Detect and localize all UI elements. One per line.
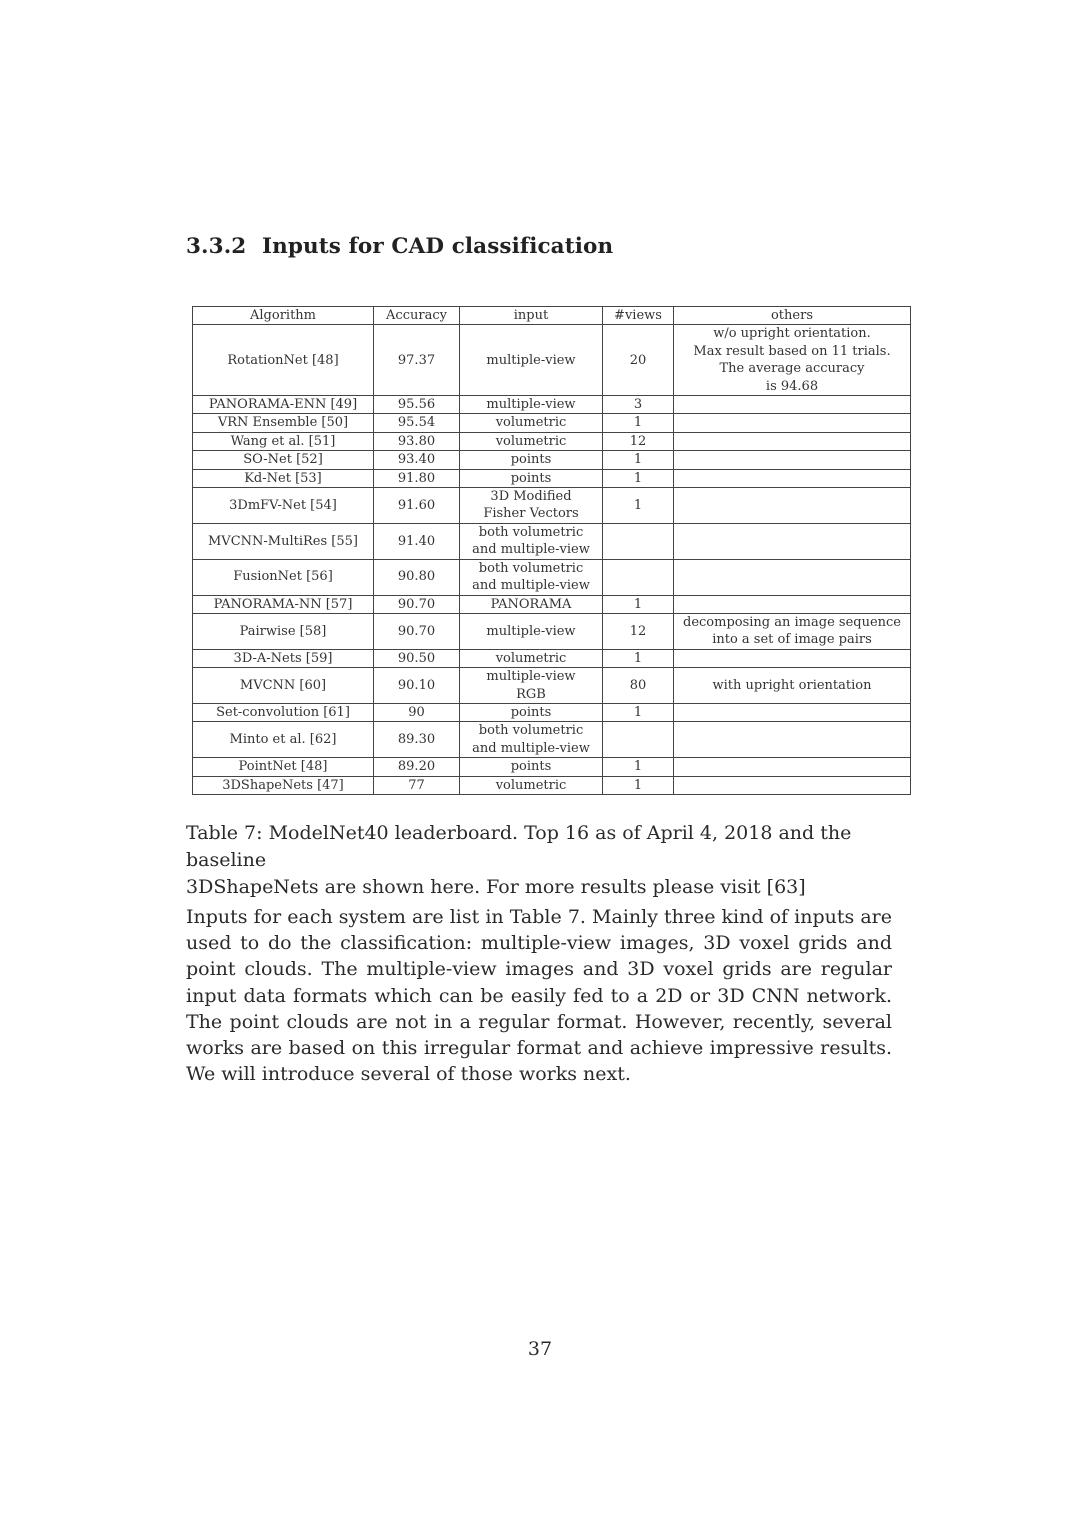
cell-input — [460, 668, 603, 704]
cell-accuracy: 90 — [374, 703, 460, 721]
cell-input-line: volumetric — [495, 433, 567, 449]
caption-line: Table 7: ModelNet40 leaderboard. Top 16 as of April 4, 2018 and the baseline — [186, 822, 852, 871]
header-others: others — [674, 307, 911, 325]
cell-input — [460, 469, 603, 487]
cell-algorithm: Kd-Net [53] — [193, 469, 374, 487]
cell-views: 1 — [603, 414, 674, 432]
cell-views: 1 — [603, 595, 674, 613]
table-row — [193, 668, 911, 704]
cell-input-line: PANORAMA — [490, 596, 572, 612]
cell-accuracy: 90.50 — [374, 649, 460, 667]
cell-views: 1 — [603, 703, 674, 721]
cell-accuracy: 91.40 — [374, 523, 460, 559]
cell-others — [674, 488, 911, 524]
cell-others — [674, 451, 911, 469]
cell-others — [674, 703, 911, 721]
cell-others-line: is 94.68 — [765, 378, 819, 394]
cell-others — [674, 722, 911, 758]
section-title: Inputs for CAD classification — [262, 234, 614, 259]
table-row — [193, 595, 911, 613]
table-row — [193, 451, 911, 469]
cell-views — [603, 559, 674, 595]
table-row — [193, 523, 911, 559]
cell-algorithm: Wang et al. [51] — [193, 432, 374, 450]
cell-algorithm: RotationNet [48] — [193, 325, 374, 396]
cell-others — [674, 559, 911, 595]
caption-line: 3DShapeNets are shown here. For more results please visit [63] — [186, 876, 806, 898]
cell-input — [460, 722, 603, 758]
table-header-row — [193, 307, 911, 325]
cell-others-line: decomposing an image sequence — [683, 614, 901, 630]
cell-input-line: points — [510, 704, 552, 720]
cell-accuracy: 97.37 — [374, 325, 460, 396]
cell-others — [674, 595, 911, 613]
table-row — [193, 613, 911, 649]
cell-views — [603, 523, 674, 559]
cell-algorithm: Minto et al. [62] — [193, 722, 374, 758]
cell-accuracy: 90.70 — [374, 613, 460, 649]
cell-others-line: Max result based on 11 trials. — [693, 343, 891, 359]
cell-input — [460, 703, 603, 721]
cell-others — [674, 325, 911, 396]
cell-input-line: RGB — [516, 686, 546, 702]
cell-accuracy: 89.20 — [374, 758, 460, 776]
cell-algorithm: PANORAMA-NN [57] — [193, 595, 374, 613]
cell-input — [460, 488, 603, 524]
cell-others-line: w/o upright orientation. — [713, 326, 871, 342]
cell-input-line: both volumetric — [478, 560, 584, 576]
cell-accuracy: 77 — [374, 776, 460, 794]
body-paragraph: Inputs for each system are list in Table 7. Mainly three kind of inputs are used to do the classification: multiple-view images, 3D voxel grids and point clouds. The multiple-view images and 3D voxel grids are regular input data formats which can be easily fed to a 2D or 3D CNN network. The point clouds are not in a regular format. However, recently, several works are based on this irregular format and achieve impressive results. We will introduce several of those works next. — [186, 906, 892, 1086]
cell-algorithm: MVCNN [60] — [193, 668, 374, 704]
cell-input-line: points — [510, 470, 552, 486]
cell-input — [460, 776, 603, 794]
cell-algorithm: Pairwise [58] — [193, 613, 374, 649]
cell-views: 1 — [603, 649, 674, 667]
cell-others — [674, 649, 911, 667]
cell-others — [674, 396, 911, 414]
cell-input — [460, 414, 603, 432]
cell-views: 1 — [603, 758, 674, 776]
cell-algorithm: 3DShapeNets [47] — [193, 776, 374, 794]
cell-others-line: The average accuracy — [719, 361, 865, 377]
cell-input — [460, 649, 603, 667]
cell-input — [460, 613, 603, 649]
header-accuracy: Accuracy — [374, 307, 460, 325]
cell-input-line: points — [510, 452, 552, 468]
section-number: 3.3.2 — [186, 234, 247, 259]
cell-others — [674, 432, 911, 450]
cell-input-line: 3D Modified — [490, 489, 572, 505]
table-row — [193, 776, 911, 794]
cell-input — [460, 432, 603, 450]
table-row — [193, 325, 911, 396]
cell-accuracy: 95.56 — [374, 396, 460, 414]
cell-input-line: and multiple-view — [472, 740, 590, 756]
cell-views: 12 — [603, 613, 674, 649]
cell-accuracy: 89.30 — [374, 722, 460, 758]
cell-accuracy: 95.54 — [374, 414, 460, 432]
header-input: input — [460, 307, 603, 325]
cell-algorithm: 3D-A-Nets [59] — [193, 649, 374, 667]
table-row — [193, 722, 911, 758]
cell-others — [674, 613, 911, 649]
cell-input-line: multiple-view — [486, 352, 576, 368]
table-body — [193, 325, 911, 795]
header-algorithm: Algorithm — [193, 307, 374, 325]
cell-input — [460, 595, 603, 613]
cell-accuracy: 93.40 — [374, 451, 460, 469]
cell-algorithm: 3DmFV-Net [54] — [193, 488, 374, 524]
cell-input — [460, 758, 603, 776]
cell-input-line: both volumetric — [478, 524, 584, 540]
cell-accuracy: 90.10 — [374, 668, 460, 704]
cell-views: 80 — [603, 668, 674, 704]
cell-others-line: into a set of image pairs — [712, 632, 872, 648]
cell-algorithm: SO-Net [52] — [193, 451, 374, 469]
cell-input-line: volumetric — [495, 777, 567, 793]
cell-input-line: multiple-view — [486, 623, 576, 639]
cell-input-line: points — [510, 759, 552, 775]
cell-input-line: volumetric — [495, 415, 567, 431]
cell-others — [674, 668, 911, 704]
table-row — [193, 432, 911, 450]
cell-input — [460, 451, 603, 469]
table-caption — [186, 820, 896, 901]
cell-input-line: multiple-view — [486, 669, 576, 685]
cell-input-line: multiple-view — [486, 397, 576, 413]
cell-accuracy: 90.80 — [374, 559, 460, 595]
cell-algorithm: PANORAMA-ENN [49] — [193, 396, 374, 414]
cell-accuracy: 91.80 — [374, 469, 460, 487]
leaderboard-table-container — [192, 306, 911, 795]
cell-others — [674, 414, 911, 432]
cell-accuracy: 91.60 — [374, 488, 460, 524]
cell-input-line: Fisher Vectors — [483, 506, 579, 522]
cell-views: 1 — [603, 451, 674, 469]
table-row — [193, 703, 911, 721]
cell-views — [603, 722, 674, 758]
cell-views: 1 — [603, 488, 674, 524]
cell-others — [674, 776, 911, 794]
table-row — [193, 758, 911, 776]
cell-algorithm: VRN Ensemble [50] — [193, 414, 374, 432]
cell-algorithm: FusionNet [56] — [193, 559, 374, 595]
cell-input — [460, 523, 603, 559]
cell-input-line: both volumetric — [478, 723, 584, 739]
cell-views: 1 — [603, 469, 674, 487]
table-row — [193, 488, 911, 524]
cell-algorithm: MVCNN-MultiRes [55] — [193, 523, 374, 559]
cell-input — [460, 396, 603, 414]
page-number: 37 — [527, 1338, 553, 1360]
cell-views: 20 — [603, 325, 674, 396]
cell-views: 12 — [603, 432, 674, 450]
cell-algorithm: Set-convolution [61] — [193, 703, 374, 721]
cell-input-line: and multiple-view — [472, 578, 590, 594]
leaderboard-table — [192, 306, 911, 795]
cell-accuracy: 90.70 — [374, 595, 460, 613]
table-row — [193, 469, 911, 487]
cell-accuracy: 93.80 — [374, 432, 460, 450]
table-row — [193, 396, 911, 414]
table-row — [193, 559, 911, 595]
cell-input-line: and multiple-view — [472, 542, 590, 558]
header-views: #views — [603, 307, 674, 325]
cell-views: 3 — [603, 396, 674, 414]
table-row — [193, 414, 911, 432]
table-row — [193, 649, 911, 667]
cell-others — [674, 523, 911, 559]
cell-input — [460, 559, 603, 595]
section-heading — [186, 234, 613, 259]
cell-others-line: with upright orientation — [712, 677, 872, 693]
cell-views: 1 — [603, 776, 674, 794]
cell-others — [674, 758, 911, 776]
cell-input — [460, 325, 603, 396]
cell-algorithm: PointNet [48] — [193, 758, 374, 776]
cell-others — [674, 469, 911, 487]
cell-input-line: volumetric — [495, 650, 567, 666]
